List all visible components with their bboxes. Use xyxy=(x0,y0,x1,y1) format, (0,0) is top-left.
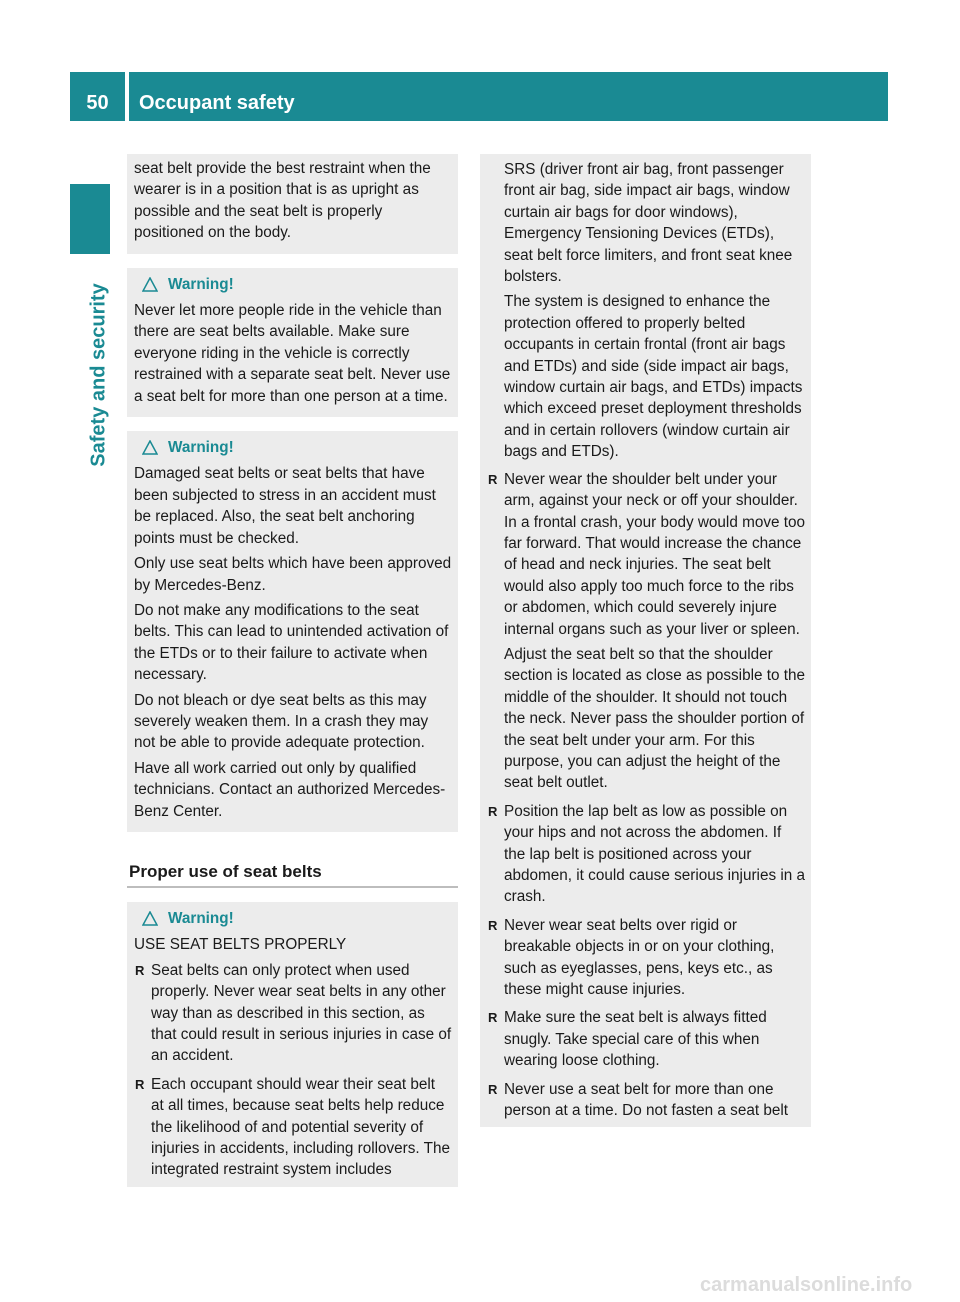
warning-title-2 xyxy=(134,437,452,458)
intro-text: seat belt provide the best restraint when the wearer is in a position that is as upright as possible and the seat belt is properly positioned on the body. xyxy=(134,160,431,242)
list-item-text: R Never wear the shoulder belt under your arm, against your neck or off your shoulder. In a frontal crash, your body would move too far forward. That would increase the chance of head and neck injuries. The seat belt would also apply too much force to the ribs or abdomen, which could severely injure internal organs such as your liver or spleen. xyxy=(504,470,806,638)
warning-box-3 xyxy=(127,902,458,1187)
side-tab-label xyxy=(84,260,114,490)
section-heading: Proper use of seat belts xyxy=(127,846,458,888)
list-item: R Make sure the seat belt is always fitted snugly. Take special care of this when wearing loose clothing. xyxy=(487,1007,805,1071)
right-column xyxy=(480,154,811,1141)
list-item: R Never wear seat belts over rigid or breakable objects in or on your clothing, such as eyeglasses, pens, keys etc., as these might cause injuries. xyxy=(487,915,805,1001)
warning-text-1: Never let more people ride in the vehicle than there are seat belts available. Make sure everyone riding in the vehicle is correctly restrained with a separate seat belt. Never use a seat belt for more than one person at a time. xyxy=(134,302,451,405)
section-title: Occupant safety xyxy=(129,72,888,121)
warning-title-1 xyxy=(134,274,452,295)
left-column xyxy=(127,154,458,1201)
warning-paragraph: Do not bleach or dye seat belts as this may severely weaken them. In a crash they may not be able to provide adequate protection. xyxy=(134,691,429,752)
page-number: 50 xyxy=(70,72,125,121)
warning-box-1 xyxy=(127,268,458,417)
right-bullet-list xyxy=(487,469,805,1122)
list-item-extra: Adjust the seat belt so that the shoulder section is located as close as possible to the middle of the shoulder. It should not touch the neck. Never pass the shoulder portion of the seat belt under your arm. For this purpose, you can adjust the height of the seat belt outlet. xyxy=(504,645,806,792)
continued-warning-box xyxy=(480,154,811,1127)
list-item xyxy=(487,469,805,794)
warning-triangle-icon xyxy=(142,277,158,292)
warning-bullet-list xyxy=(134,960,452,1181)
continued-paragraph: The system is designed to enhance the protection offered to properly belted occupants in certain frontal (front air bags and ETDs) and side (side impact air bags, window curtain air bags, and ETDs) impacts which exceed preset deployment thresholds and in certain rollovers (window curtain air bags and ETDs). xyxy=(504,293,803,461)
warning-subtitle: USE SEAT BELTS PROPERLY xyxy=(134,936,347,954)
warning-label: Warning! xyxy=(168,909,234,927)
warning-paragraph: Only use seat belts which have been approved by Mercedes-Benz. xyxy=(134,555,452,594)
footer-watermark: carmanualsonline.info xyxy=(700,1274,913,1296)
side-tab-marker xyxy=(70,184,110,254)
warning-label: Warning! xyxy=(168,439,234,457)
warning-label: Warning! xyxy=(168,275,234,293)
intro-box xyxy=(127,154,458,254)
list-item: R Each occupant should wear their seat belt at all times, because seat belts help reduce the likelihood of and potential severity of injuries in accidents, including rollovers. The integrated restraint system includes xyxy=(134,1074,452,1181)
warning-triangle-icon xyxy=(142,440,158,455)
list-item: R Position the lap belt as low as possible on your hips and not across the abdomen. If the lap belt is positioned across your abdomen, it could cause serious injuries in a crash. xyxy=(487,801,805,908)
side-tab-text: Safety and security xyxy=(87,283,110,467)
continued-paragraph: SRS (driver front air bag, front passenger front air bag, side impact air bags, window curtain air bags for door windows), Emergency Tensioning Devices (ETDs), seat belt force limiters, and front seat knee bolsters. xyxy=(504,161,793,286)
list-item: R Never use a seat belt for more than one person at a time. Do not fasten a seat belt xyxy=(487,1079,805,1122)
warning-paragraph: Have all work carried out only by qualified technicians. Contact an authorized Mercedes-Benz Center. xyxy=(134,759,446,820)
warning-title-3 xyxy=(134,908,452,929)
warning-box-2 xyxy=(127,431,458,832)
warning-paragraph: Do not make any modifications to the seat belts. This can lead to unintended activation of the ETDs or to their failure to activate when necessary. xyxy=(134,601,449,684)
list-item: R Seat belts can only protect when used properly. Never wear seat belts in any other way than as described in this section, as that could result in serious injuries in case of an accident. xyxy=(134,960,452,1067)
warning-triangle-icon xyxy=(142,911,158,926)
warning-paragraph: Damaged seat belts or seat belts that have been subjected to stress in an accident must be replaced. Also, the seat belt anchoring points must be checked. xyxy=(134,465,436,547)
